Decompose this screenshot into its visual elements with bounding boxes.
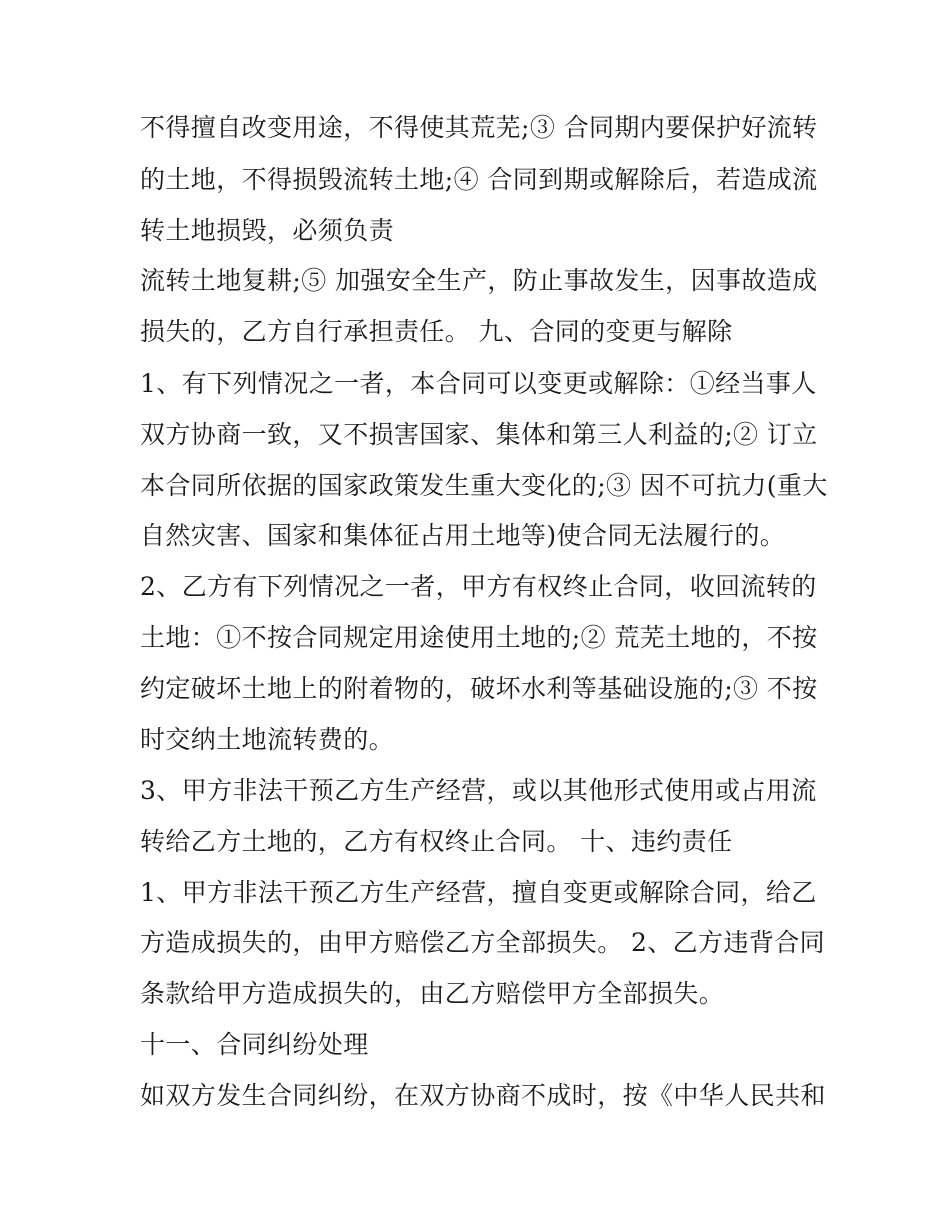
section-heading: 十一、合同纠纷处理: [140, 1030, 369, 1059]
text-line: 损失的，乙方自行承担责任。 九、合同的变更与解除: [140, 317, 733, 346]
text-line: 的土地，不得损毁流转土地;④ 合同到期或解除后，若造成流: [140, 165, 818, 194]
text-line: 自然灾害、国家和集体征占用土地等)使合同无法履行的。: [140, 521, 786, 550]
text-line: 条款给甲方造成损失的，由乙方赔偿甲方全部损失。: [140, 979, 725, 1008]
text-line: 转给乙方土地的，乙方有权终止合同。 十、违约责任: [140, 827, 733, 856]
text-line: 土地：①不按合同规定用途使用土地的;② 荒芜土地的，不按: [140, 623, 818, 652]
text-line: 双方协商一致，又不损害国家、集体和第三人利益的;② 订立: [140, 420, 818, 449]
text-line: 方造成损失的，由甲方赔偿乙方全部损失。 2、乙方违背合同: [140, 928, 826, 957]
text-line: 3、甲方非法干预乙方生产经营，或以其他形式使用或占用流: [140, 776, 817, 805]
text-line: 时交纳土地流转费的。: [140, 725, 395, 754]
text-line: 不得擅自改变用途，不得使其荒芜;③ 合同期内要保护好流转: [140, 113, 818, 142]
text-line: 转土地损毁，必须负责: [140, 216, 395, 245]
text-line: 2、乙方有下列情况之一者，甲方有权终止合同，收回流转的: [140, 572, 817, 601]
text-line: 本合同所依据的国家政策发生重大变化的;③ 因不可抗力(重大: [140, 471, 828, 500]
text-line: 如双方发生合同纠纷，在双方协商不成时，按《中华人民共和: [140, 1081, 826, 1110]
text-line: 流转土地复耕;⑤ 加强安全生产，防止事故发生，因事故造成: [140, 266, 818, 295]
text-line: 约定破坏土地上的附着物的，破坏水利等基础设施的;③ 不按: [140, 674, 818, 703]
text-line: 1、有下列情况之一者，本合同可以变更或解除：①经当事人: [140, 369, 817, 398]
text-line: 1、甲方非法干预乙方生产经营，擅自变更或解除合同，给乙: [140, 878, 817, 907]
